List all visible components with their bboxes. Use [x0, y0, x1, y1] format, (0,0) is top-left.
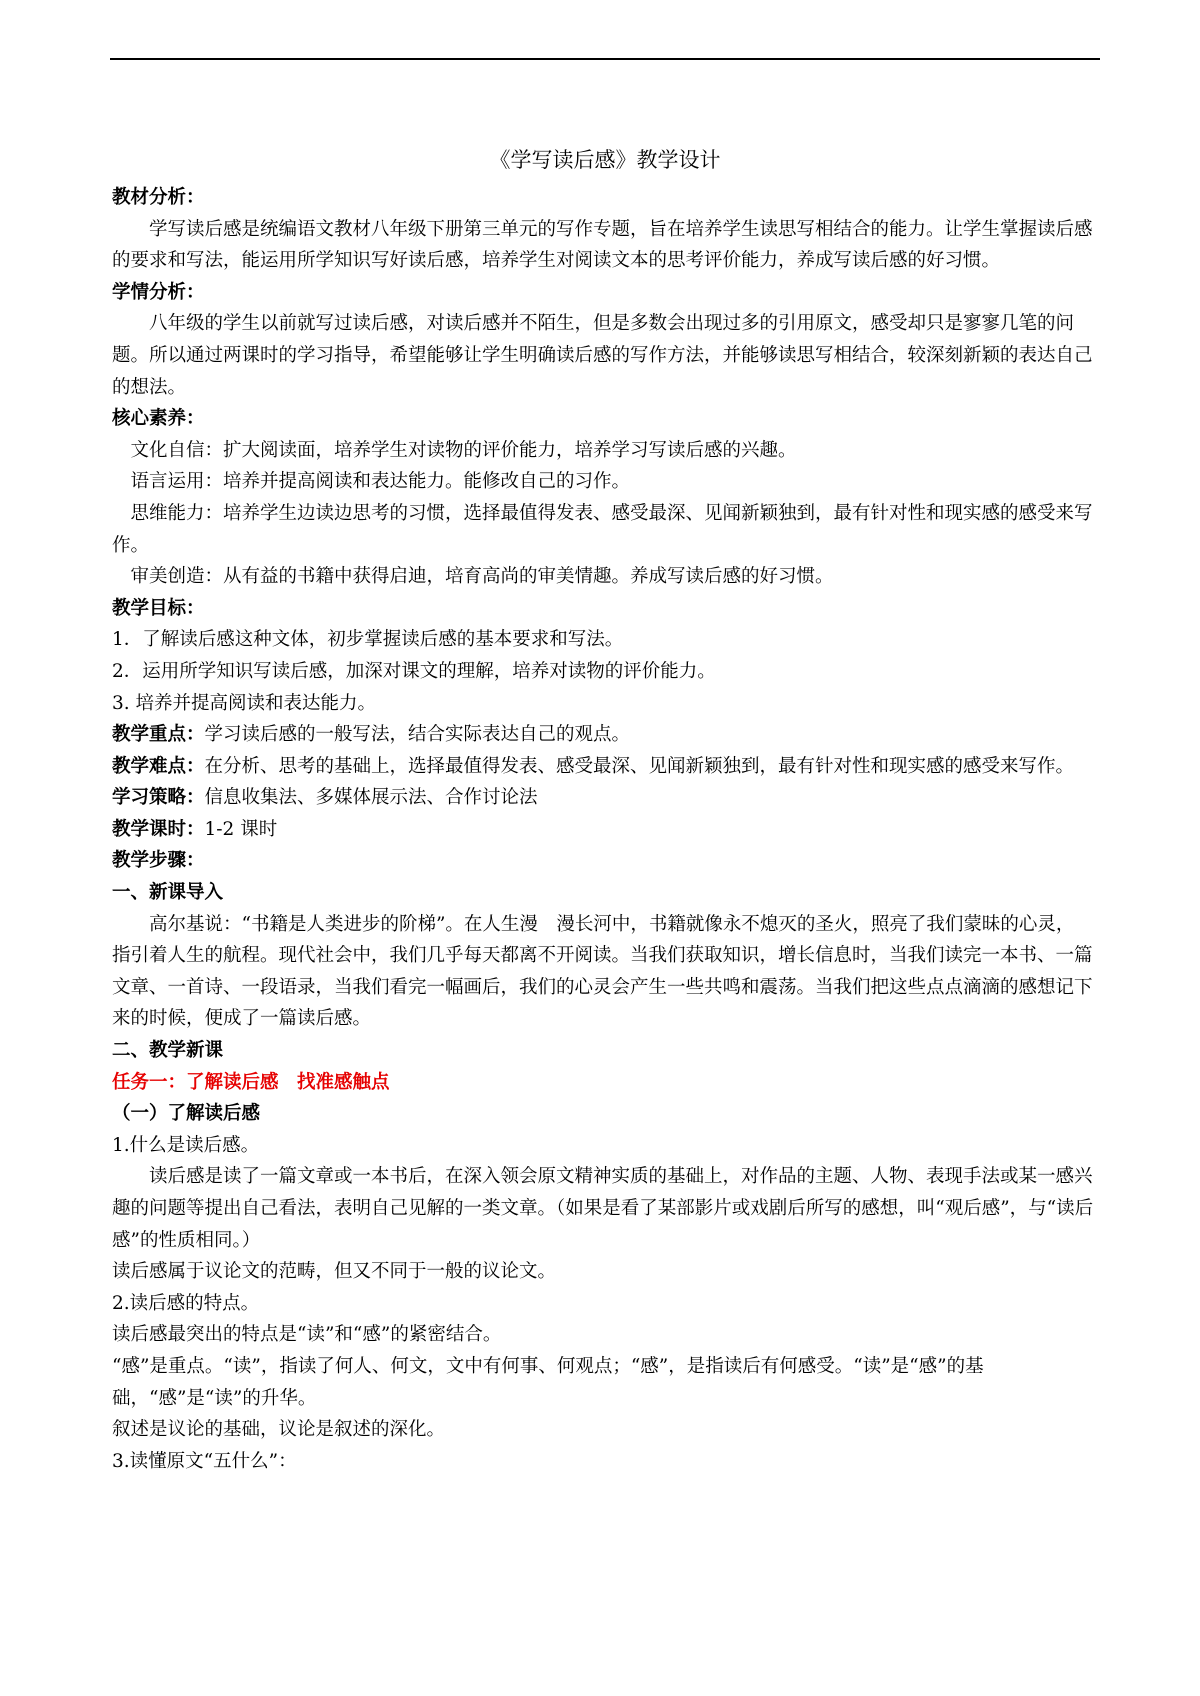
- mubiao-item-2: 2．运用所学知识写读后感，加深对课文的理解，培养对读物的评价能力。: [112, 660, 716, 682]
- celue-label: 学习策略：: [112, 787, 205, 809]
- keshi-label: 教学课时：: [112, 818, 205, 840]
- document-title: 《学写读后感》教学设计: [489, 148, 721, 172]
- section-heading-hexin: 核心素养：: [112, 408, 205, 430]
- mubiao-item-1: 1．了解读后感这种文体，初步掌握读后感的基本要求和写法。: [112, 629, 624, 651]
- section-heading-xueqing: 学情分析：: [112, 281, 205, 303]
- nandian-text: 在分析、思考的基础上，选择最值得发表、感受最深、见闻新颖独到，最有针对性和现实感的感受来写作。: [204, 755, 1075, 777]
- q1-note: 读后感属于议论文的范畴，但又不同于一般的议论文。: [112, 1261, 557, 1283]
- nandian-label: 教学难点：: [112, 755, 205, 777]
- step1-paragraph: 高尔基说：“书籍是人类进步的阶梯”。在人生漫 漫长河中，书籍就像永不熄灭的圣火，照亮了我们蒙昧的心灵， 指引着人生的航程。现代社会中，我们几乎每天都离不开阅读。当我们获取知识，增长信息时，当我们读完一本书、一篇文章、一首诗、一段语录，当我们看完一幅画后，我们的心灵会产生一些共鸣和震荡。当我们把这些点点滴滴的感想记下来的时候，便成了一篇读后感。: [112, 913, 1093, 1030]
- hexin-item-culture: 文化自信：扩大阅读面，培养学生对读物的评价能力，培养学习写读后感的兴趣。: [130, 439, 797, 461]
- document-body: [112, 138, 1098, 1477]
- celue-line: [112, 782, 1098, 814]
- task1-heading: 任务一：了解读后感 找准感触点: [112, 1071, 390, 1093]
- section-heading-jiaocai: 教材分析：: [112, 187, 205, 208]
- q1-paragraph: 读后感是读了一篇文章或一本书后，在深入领会原文精神实质的基础上，对作品的主题、人物、表现手法或某一感兴趣的问题等提出自己看法，表明自己见解的一类文章。（如果是看了某部影片或戏剧后所写的感想，叫“观后感”，与“读后感”的性质相同。）: [112, 1166, 1094, 1251]
- hexin-item-thinking: 思维能力：培养学生边读边思考的习惯，选择最值得发表、感受最深、见闻新颖独到，最有针对性和现实感的感受来写作。: [112, 502, 1093, 556]
- section-heading-mubiao: 教学目标：: [112, 597, 205, 619]
- zhongdian-text: 学习读后感的一般写法，结合实际表达自己的观点。: [204, 724, 631, 746]
- q1-heading: 1.什么是读后感。: [112, 1134, 260, 1156]
- header-rule: [110, 58, 1100, 60]
- step2-heading: 二、教学新课: [112, 1040, 224, 1062]
- sub1-heading: （一）了解读后感: [112, 1103, 261, 1125]
- keshi-text: 1-2 课时: [204, 818, 278, 840]
- paragraph-jiaocai: 学写读后感是统编语文教材八年级下册第三单元的写作专题，旨在培养学生读思写相结合的能力。让学生掌握读后感的要求和写法，能运用所学知识写好读后感，培养学生对阅读文本的思考评价能力，养成写读后感的好习惯。: [112, 218, 1093, 272]
- q3-heading: 3.读懂原文“五什么”：: [112, 1450, 297, 1472]
- section-heading-buzhou: 教学步骤：: [112, 850, 205, 872]
- q2-line-a: 读后感最突出的特点是“读”和“感”的紧密结合。: [112, 1324, 502, 1346]
- mubiao-item-3: 3. 培养并提高阅读和表达能力。: [112, 692, 377, 714]
- nandian-line: [112, 751, 1098, 783]
- celue-text: 信息收集法、多媒体展示法、合作讨论法: [204, 787, 538, 809]
- keshi-line: [112, 814, 1098, 846]
- zhongdian-label: 教学重点：: [112, 724, 205, 746]
- step1-heading: 一、新课导入: [112, 882, 224, 904]
- paragraph-xueqing: 八年级的学生以前就写过读后感，对读后感并不陌生，但是多数会出现过多的引用原文，感受却只是寥寥几笔的问题。所以通过两课时的学习指导，希望能够让学生明确读后感的写作方法，并能够读思写相结合，较深刻新颖的表达自己的想法。: [112, 313, 1093, 398]
- hexin-item-aesthetic: 审美创造：从有益的书籍中获得启迪，培育高尚的审美情趣。养成写读后感的好习惯。: [130, 566, 834, 588]
- zhongdian-line: [112, 719, 1098, 751]
- hexin-item-language: 语言运用：培养并提高阅读和表达能力。能修改自己的习作。: [130, 471, 631, 493]
- q2-heading: 2.读后感的特点。: [112, 1292, 260, 1314]
- q2-line-c: 叙述是议论的基础，议论是叙述的深化。: [112, 1419, 446, 1441]
- q2-line-b: “感”是重点。“读”，指读了何人、何文，文中有何事、何观点；“感”，是指读后有何感受。“读”是“感”的基础，“感”是“读”的升华。: [112, 1355, 984, 1409]
